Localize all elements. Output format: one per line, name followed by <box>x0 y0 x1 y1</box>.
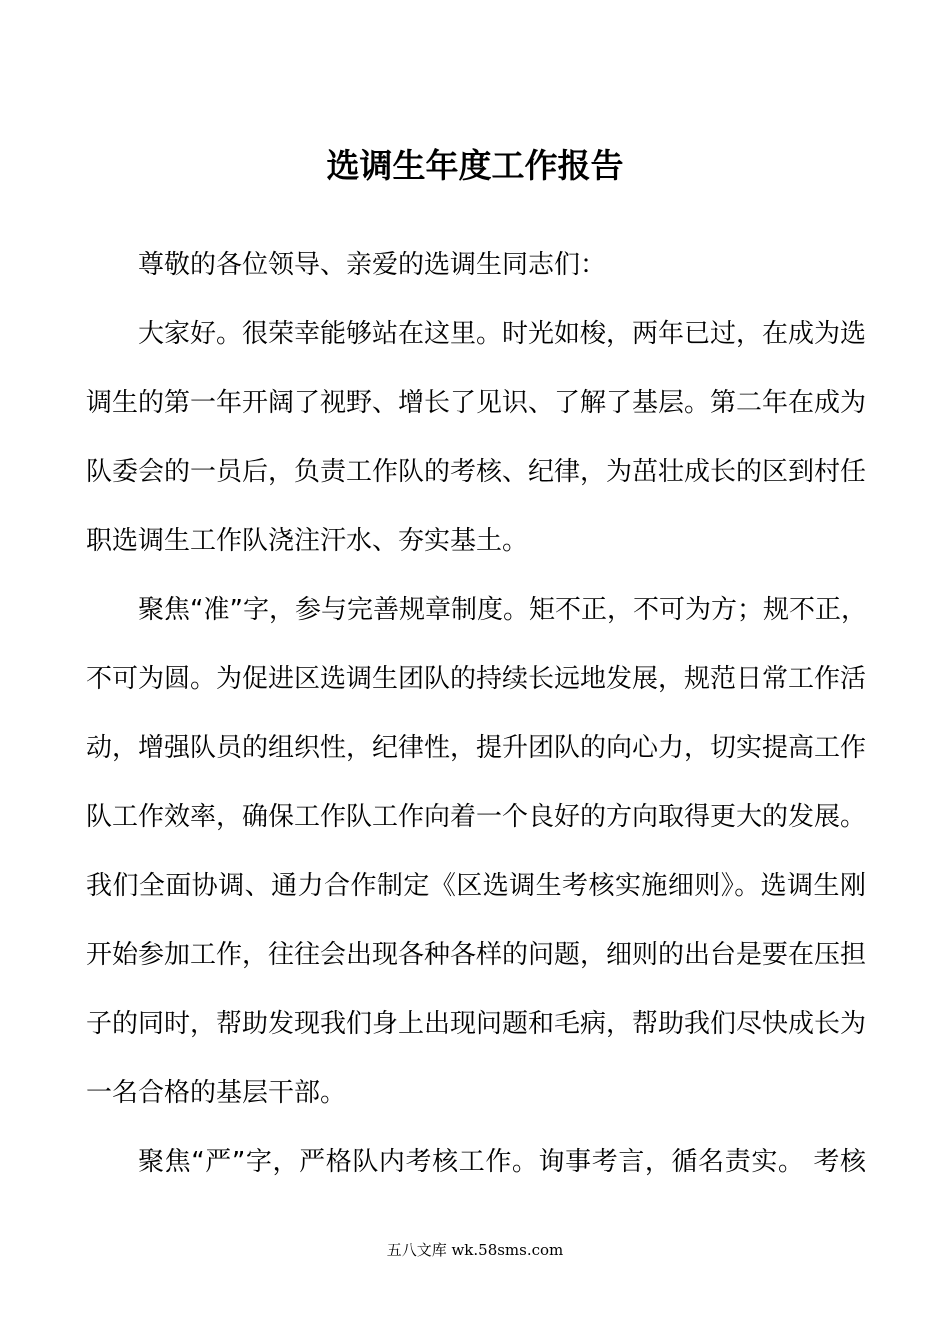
paragraph-line: 大家好。很荣幸能够站在这里。时光如梭，两年已过，在成为选 <box>138 319 867 349</box>
paragraph-line: 队委会的一员后，负责工作队的考核、纪律，为茁壮成长的区到村任 <box>86 457 867 487</box>
paragraph-line: 子的同时，帮助发现我们身上出现问题和毛病，帮助我们尽快成长为 <box>86 1009 867 1039</box>
paragraph-line: 调生的第一年开阔了视野、增长了见识、了解了基层。第二年在成为 <box>86 388 867 418</box>
paragraph-line: 不可为圆。为促进区选调生团队的持续长远地发展，规范日常工作活 <box>86 664 867 694</box>
footer-watermark: 五八文库 wk.58sms.com <box>386 1241 564 1259</box>
paragraph-line: 我们全面协调、通力合作制定《区选调生考核实施细则》。选调生刚 <box>86 871 866 901</box>
paragraph-line: 聚焦“准”字，参与完善规章制度。矩不正，不可为方；规不正， <box>138 595 867 625</box>
paragraph-line: 聚焦“严”字，严格队内考核工作。询事考言，循名责实。 考核 <box>138 1147 866 1177</box>
document-title: 选调生年度工作报告 <box>326 146 624 185</box>
paragraph-line: 开始参加工作，往往会出现各种各样的问题，细则的出台是要在压担 <box>86 940 867 970</box>
paragraph-line: 职选调生工作队浇注汗水、夯实基土。 <box>86 526 529 556</box>
paragraph-line: 动，增强队员的组织性，纪律性，提升团队的向心力，切实提高工作 <box>86 733 867 763</box>
paragraph-line: 一名合格的基层干部。 <box>86 1078 347 1108</box>
paragraph-line: 队工作效率，确保工作队工作向着一个良好的方向取得更大的发展。 <box>86 802 867 832</box>
salutation-line: 尊敬的各位领导、亲爱的选调生同志们： <box>138 250 607 280</box>
